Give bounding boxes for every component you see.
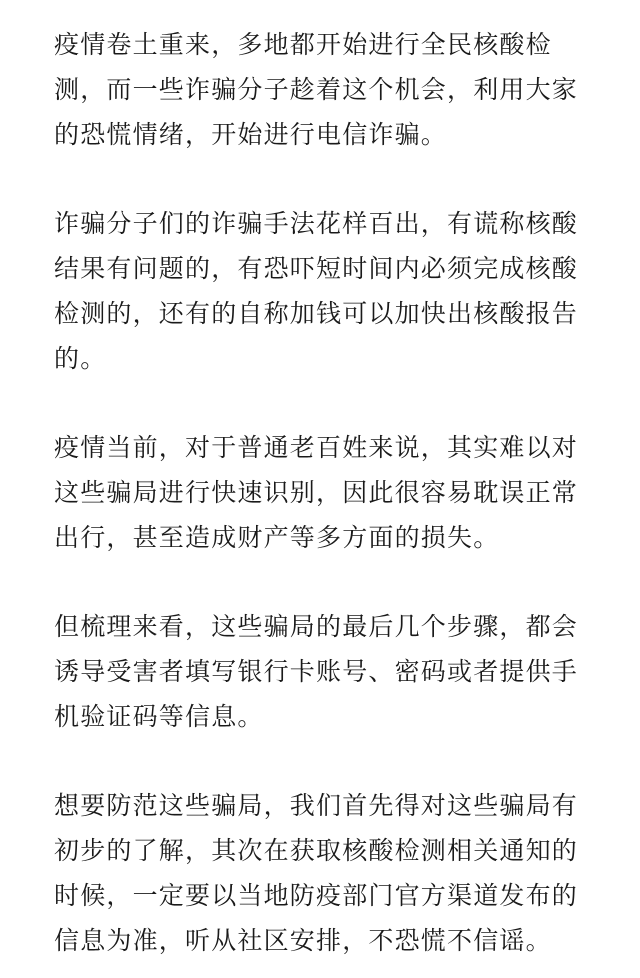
paragraph-5: 想要防范这些骗局，我们首先得对这些骗局有初步的了解，其次在获取核酸检测相关通知的时候，一定要以当地防疫部门官方渠道发布的信息为准，听从社区安排，不恐慌不信谣。 — [54, 791, 579, 955]
paragraph-3: 疫情当前，对于普通老百姓来说，其实难以对这些骗局进行快速识别，因此很容易耽误正常出行，甚至造成财产等多方面的损失。 — [54, 433, 579, 552]
paragraph-2: 诈骗分子们的诈骗手法花样百出，有谎称核酸结果有问题的，有恐吓短时间内必须完成核酸检测的，还有的自称加钱可以加快出核酸报告的。 — [54, 209, 579, 373]
paragraph-4: 但梳理来看，这些骗局的最后几个步骤，都会诱导受害者填写银行卡账号、密码或者提供手机验证码等信息。 — [54, 612, 579, 731]
article-body — [54, 22, 594, 963]
paragraph-1: 疫情卷土重来，多地都开始进行全民核酸检测，而一些诈骗分子趁着这个机会，利用大家的恐慌情绪，开始进行电信诈骗。 — [54, 30, 579, 149]
